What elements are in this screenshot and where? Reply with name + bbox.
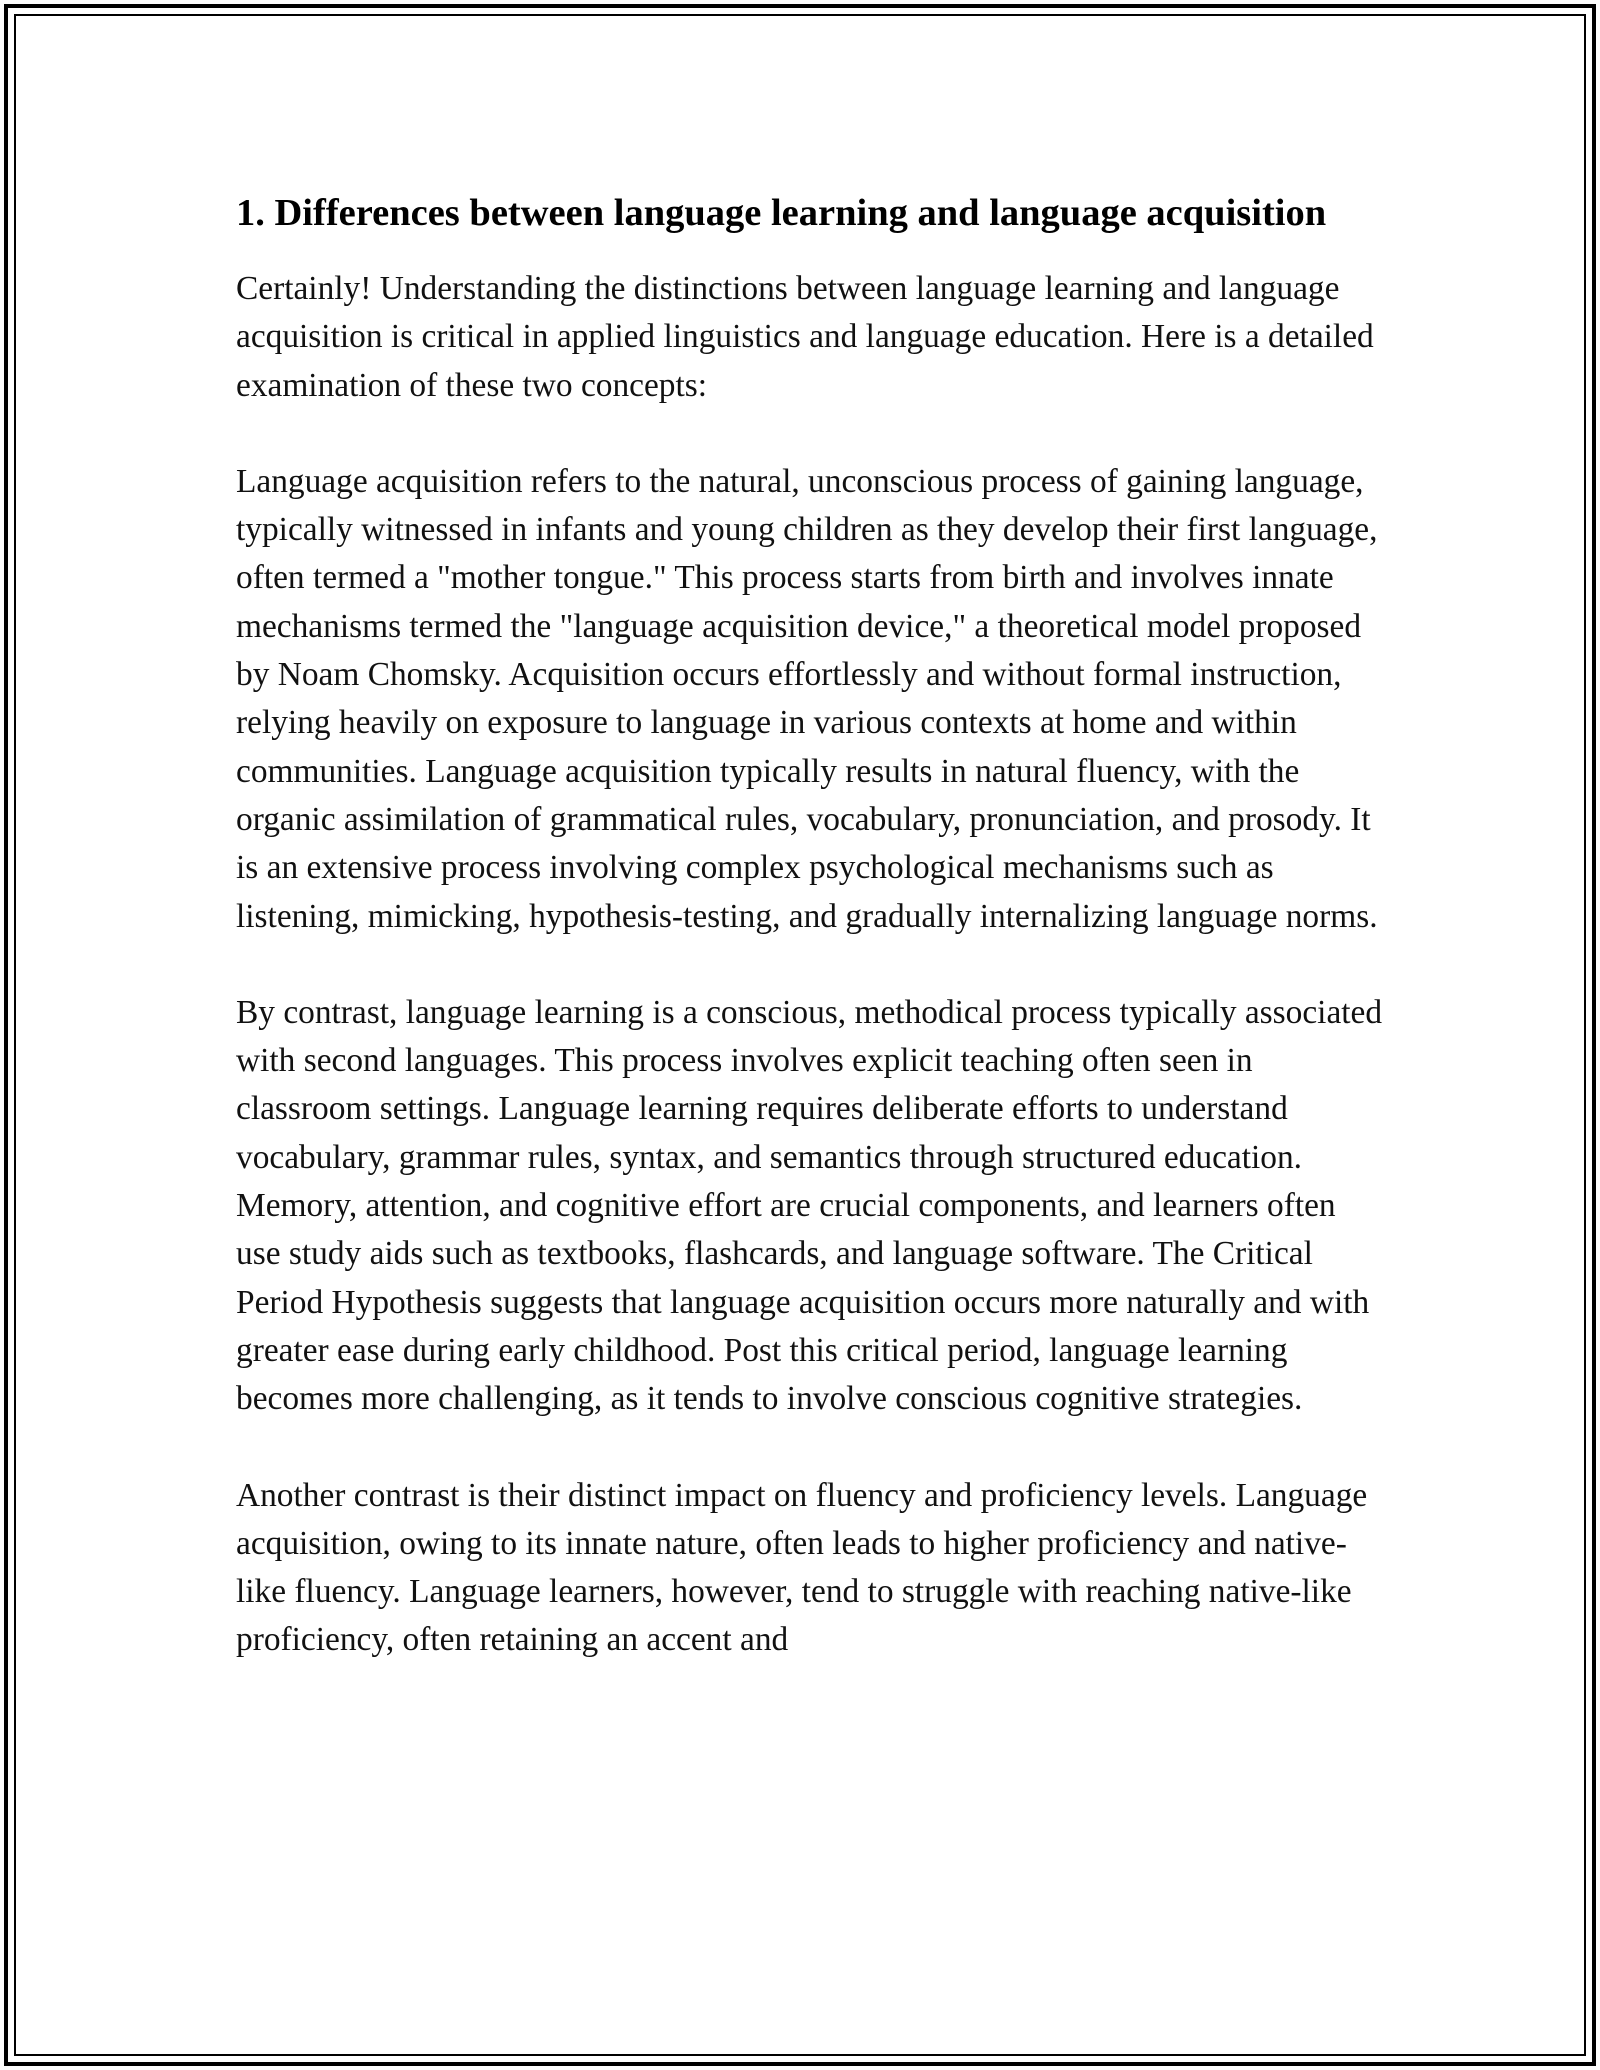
paragraph-language-learning: By contrast, language learning is a conscious, methodical process typically associated with second languages. This process involves explicit teaching often seen in classroom settings. Language learning requires deliberate efforts to understand vocabulary, grammar rules, syntax, and semantics through structured education. Memory, attention, and cognitive effort are crucial components, and learners often use study aids such as textbooks, flashcards, and language software. The Critical Period Hypothesis suggests that language acquisition occurs more naturally and with greater ease during early childhood. Post this critical period, language learning becomes more challenging, as it tends to involve conscious cognitive strategies.	[236, 993, 1383, 1418]
paragraph-fluency-contrast: Another contrast is their distinct impact on fluency and proficiency levels. Language acquisition, owing to its innate nature, often leads to higher proficiency and native-like fluency. Language learners, however, tend to struggle with reaching native-like proficiency, often retaining an accent and	[236, 1476, 1368, 1659]
paragraph-intro: Certainly! Understanding the distinctions between language learning and language acquisition is critical in applied linguistics and language education. Here is a detailed examination of these two concepts:	[236, 270, 1374, 404]
document-body	[236, 186, 1386, 1713]
paragraph-language-acquisition: Language acquisition refers to the natural, unconscious process of gaining language, typically witnessed in infants and young children as they develop their first language, often termed a "mother tongue." This process starts from birth and involves innate mechanisms termed the "language acquisition device," a theoretical model proposed by Noam Chomsky. Acquisition occurs effortlessly and without formal instruction, relying heavily on exposure to language in various contexts at home and within communities. Language acquisition typically results in natural fluency, with the organic assimilation of grammatical rules, vocabulary, pronunciation, and prosody. It is an extensive process involving complex psychological mechanisms such as listening, mimicking, hypothesis-testing, and gradually internalizing language norms.	[236, 462, 1378, 935]
section-heading: 1. Differences between language learning and language acquisition	[236, 192, 1327, 234]
